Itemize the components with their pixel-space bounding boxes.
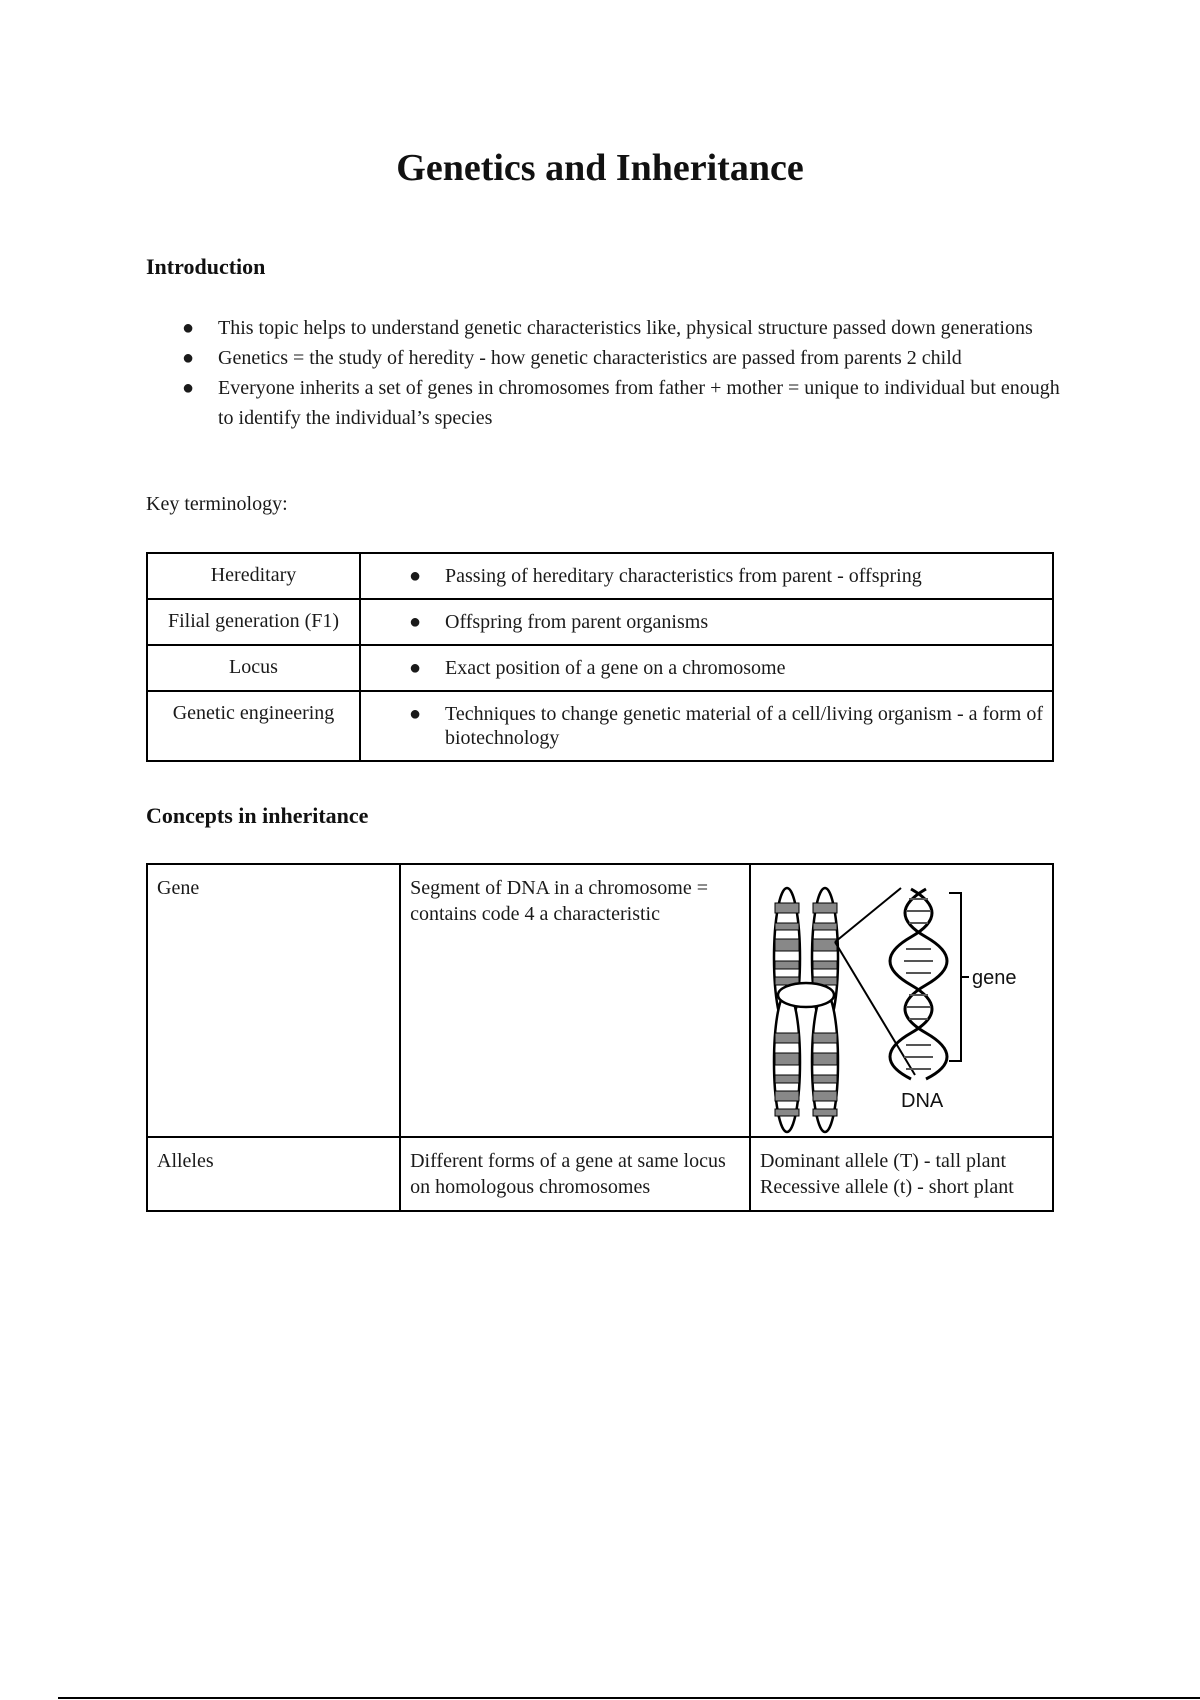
definition-cell: ● Techniques to change genetic material of a cell/living organism - a form of biotechnology bbox=[360, 691, 1053, 761]
definition-cell: ● Offspring from parent organisms bbox=[360, 599, 1053, 645]
introduction-list bbox=[180, 313, 1060, 433]
bullet-icon: ● bbox=[182, 347, 195, 369]
concepts-table bbox=[146, 863, 1054, 1212]
dominant-allele-text: Dominant allele (T) - tall plant bbox=[760, 1150, 1007, 1172]
example-cell bbox=[750, 1137, 1053, 1211]
table-row bbox=[147, 1137, 1053, 1211]
page-title: Genetics and Inheritance bbox=[396, 147, 804, 189]
recessive-allele-text: Recessive allele (t) - short plant bbox=[760, 1176, 1014, 1198]
bullet-icon: ● bbox=[409, 703, 422, 725]
table-row bbox=[147, 691, 1053, 761]
bullet-icon: ● bbox=[409, 657, 422, 679]
description-cell: Segment of DNA in a chromosome = contains code 4 a characteristic bbox=[400, 864, 750, 1137]
table-row bbox=[147, 645, 1053, 691]
list-item: ● Genetics = the study of heredity - how genetic characteristics are passed from parents 2 child bbox=[180, 343, 1060, 373]
term-cell: Locus bbox=[147, 645, 360, 691]
concepts-heading: Concepts in inheritance bbox=[146, 803, 369, 828]
list-item: ● Everyone inherits a set of genes in chromosomes from father + mother = unique to individual but enough to identify the individual’s species bbox=[180, 373, 1060, 433]
term-cell: Genetic engineering bbox=[147, 691, 360, 761]
description-cell: Different forms of a gene at same locus on homologous chromosomes bbox=[400, 1137, 750, 1211]
bullet-icon: ● bbox=[182, 377, 195, 399]
term-cell: Hereditary bbox=[147, 553, 360, 599]
dna-helix-icon bbox=[890, 889, 947, 1079]
centromere bbox=[778, 983, 834, 1007]
concept-cell: Gene bbox=[147, 864, 400, 1137]
concept-cell: Alleles bbox=[147, 1137, 400, 1211]
list-item: ● This topic helps to understand genetic characteristics like, physical structure passed down generations bbox=[180, 313, 1060, 343]
connector-line bbox=[835, 942, 915, 1075]
table-row bbox=[147, 864, 1053, 1137]
term-cell: Filial generation (F1) bbox=[147, 599, 360, 645]
bullet-icon: ● bbox=[409, 611, 422, 633]
table-row bbox=[147, 553, 1053, 599]
key-terminology-table bbox=[146, 552, 1054, 762]
gene-label: gene bbox=[972, 967, 1017, 989]
bullet-icon: ● bbox=[409, 565, 422, 587]
dna-label: DNA bbox=[901, 1090, 944, 1112]
chromosome-diagram-cell bbox=[750, 864, 1053, 1137]
gene-bracket bbox=[949, 893, 961, 1061]
footer-divider bbox=[58, 1697, 1200, 1699]
chromosome-dna-diagram bbox=[751, 865, 1051, 1136]
connector-line bbox=[835, 888, 901, 942]
bullet-icon: ● bbox=[182, 317, 195, 339]
table-row bbox=[147, 599, 1053, 645]
definition-cell: ● Exact position of a gene on a chromosome bbox=[360, 645, 1053, 691]
key-terminology-label: Key terminology: bbox=[146, 493, 288, 515]
introduction-heading: Introduction bbox=[146, 254, 266, 279]
definition-cell: ● Passing of hereditary characteristics from parent - offspring bbox=[360, 553, 1053, 599]
